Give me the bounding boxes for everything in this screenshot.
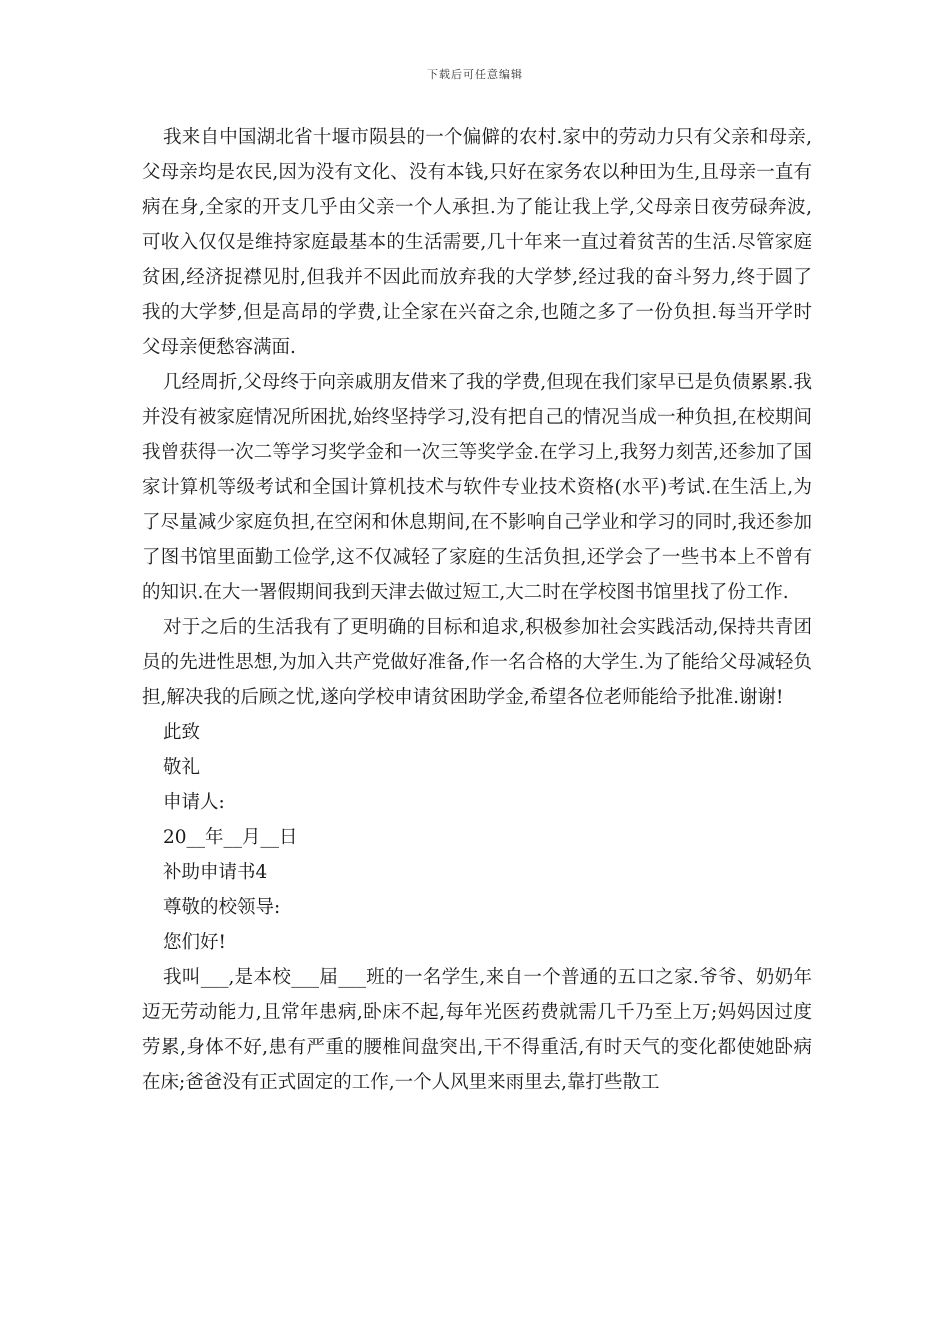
closing-ci-zhi: 此致 — [163, 722, 201, 743]
closing-jing-li: 敬礼 — [163, 757, 201, 778]
body-paragraph-2: 几经周折,父母终于向亲戚朋友借来了我的学费,但现在我们家早已是负债累累.我并没有被家庭情况所困扰,始终坚持学习,没有把自己的情况当成一种负担,在校期间我曾获得一次二等学习奖学金和一次三等奖学金.在学习上,我努力刻苦,还参加了国家计算机等级考试和全国计算机技术与软件专业技术资格(水平)考试.在生活上,为了尽量减少家庭负担,在空闲和休息期间,在不影响自己学业和学习的同时,我还参加了图书馆里面勤工俭学,这不仅减轻了家庭的生活负担,还学会了一些书本上不曾有的知识.在大一署假期间我到天津去做过短工,大二时在学校图书馆里找了份工作. — [142, 372, 812, 603]
body-paragraph-3: 对于之后的生活我有了更明确的目标和追求,积极参加社会实践活动,保持共青团员的先进性思想,为加入共产党做好准备,作一名合格的大学生.为了能给父母减轻负担,解决我的后顾之忧,遂向学校申请贫困助学金,希望各位老师能给予批准.谢谢! — [142, 617, 812, 708]
letter-greeting: 您们好! — [163, 932, 226, 953]
header-note: 下载后可任意编辑 — [427, 68, 523, 81]
letter-paragraph: 我叫___,是本校___届___班的一名学生,来自一个普通的五口之家.爷爷、奶奶年迈无劳动能力,且常年患病,卧床不起,每年光医药费就需几千乃至上万;妈妈因过度劳累,身体不好,患有严重的腰椎间盘突出,干不得重活,有时天气的变化都使她卧病在床;爸爸没有正式固定的工作,一个人风里来雨里去,靠打些散工 — [142, 967, 812, 1093]
applicant-label: 申请人: — [163, 792, 225, 813]
body-paragraph-1: 我来自中国湖北省十堰市陨县的一个偏僻的农村.家中的劳动力只有父亲和母亲,父母亲均是农民,因为没有文化、没有本钱,只好在家务农以种田为生,且母亲一直有病在身,全家的开支几乎由父亲一个人承担.为了能让我上学,父母亲日夜劳碌奔波,可收入仅仅是维持家庭最基本的生活需要,几十年来一直过着贫苦的生活.尽管家庭贫困,经济捉襟见肘,但我并不因此而放弃我的大学梦,经过我的奋斗努力,终于圆了我的大学梦,但是高昂的学费,让全家在兴奋之余,也随之多了一份负担.每当开学时父母亲便愁容满面. — [142, 127, 812, 358]
letter-salutation: 尊敬的校领导: — [163, 897, 281, 918]
document-body — [142, 120, 812, 1100]
letter-title: 补助申请书4 — [163, 862, 268, 883]
date-line: 20__年__月__日 — [163, 827, 298, 848]
